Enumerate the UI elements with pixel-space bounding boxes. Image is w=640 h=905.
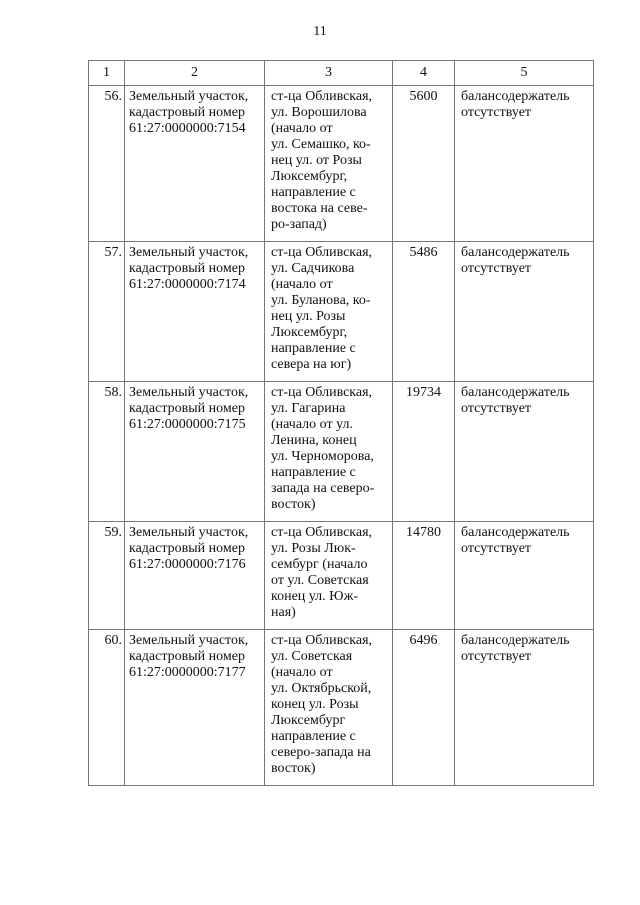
- plot-location-line: северо-запада на: [271, 745, 371, 760]
- balance-holder-line: отсутствует: [461, 261, 532, 276]
- plot-location-cell: [265, 382, 393, 522]
- balance-holder-line: отсутствует: [461, 401, 532, 416]
- header-cell-5: 5: [455, 61, 594, 86]
- plot-description-line: Земельный участок,: [129, 89, 249, 104]
- balance-holder-cell: [455, 382, 594, 522]
- plot-location-cell: [265, 242, 393, 382]
- plot-description-line: 61:27:0000000:7174: [129, 277, 246, 292]
- plot-location-line: от ул. Советская: [271, 573, 369, 588]
- row-number-cell: 59.: [89, 522, 125, 630]
- plot-location-line: ул. Советская: [271, 649, 353, 664]
- plot-location-line: Люксембург: [271, 713, 346, 728]
- plot-location-line: конец ул. Розы: [271, 697, 359, 712]
- balance-holder-line: балансодержатель: [461, 89, 570, 104]
- plot-location-line: Люксембург,: [271, 169, 348, 184]
- plot-location-line: направление с: [271, 341, 356, 356]
- row-number-cell: 57.: [89, 242, 125, 382]
- table-row: [89, 382, 594, 522]
- plot-location-line: ул. Октябрьской,: [271, 681, 372, 696]
- plot-location-line: (начало от ул.: [271, 417, 353, 432]
- table-row: [89, 630, 594, 786]
- plot-location-line: восток): [271, 761, 316, 776]
- plot-area-cell: 14780: [393, 522, 455, 630]
- balance-holder-line: балансодержатель: [461, 245, 570, 260]
- plot-location-line: сембург (начало: [271, 557, 368, 572]
- plot-location-line: ст-ца Обливская,: [271, 385, 373, 400]
- plot-description-line: Земельный участок,: [129, 525, 249, 540]
- plot-location-line: ул. Семашко, ко-: [271, 137, 371, 152]
- row-number-cell: 56.: [89, 86, 125, 242]
- plot-description-line: кадастровый номер: [129, 649, 245, 664]
- plot-description-line: 61:27:0000000:7175: [129, 417, 246, 432]
- plot-location-line: запада на северо-: [271, 481, 375, 496]
- plot-location-line: (начало от: [271, 277, 333, 292]
- plot-location-line: ул. Садчикова: [271, 261, 355, 276]
- plot-location-cell: [265, 630, 393, 786]
- plot-location-line: конец ул. Юж-: [271, 589, 359, 604]
- plot-location-line: ул. Ворошилова: [271, 105, 367, 120]
- balance-holder-line: отсутствует: [461, 649, 532, 664]
- plot-description-cell: [125, 86, 265, 242]
- page-number: 11: [313, 24, 327, 39]
- plot-description-line: Земельный участок,: [129, 633, 249, 648]
- plot-location-line: ст-ца Обливская,: [271, 525, 373, 540]
- plot-description-line: кадастровый номер: [129, 541, 245, 556]
- table-header-row: [89, 61, 594, 86]
- plot-location-line: нец ул. Розы: [271, 309, 346, 324]
- header-cell-4: 4: [393, 61, 455, 86]
- plot-area-cell: 6496: [393, 630, 455, 786]
- plot-location-line: ул. Розы Люк-: [271, 541, 356, 556]
- row-number-cell: 60.: [89, 630, 125, 786]
- balance-holder-line: отсутствует: [461, 541, 532, 556]
- plot-description-line: 61:27:0000000:7154: [129, 121, 246, 136]
- header-cell-3: 3: [265, 61, 393, 86]
- balance-holder-line: балансодержатель: [461, 633, 570, 648]
- plot-description-cell: [125, 382, 265, 522]
- plot-location-line: Ленина, конец: [271, 433, 357, 448]
- plot-area-cell: 5600: [393, 86, 455, 242]
- plot-description-line: кадастровый номер: [129, 261, 245, 276]
- plot-area-cell: 5486: [393, 242, 455, 382]
- plot-location-line: (начало от: [271, 665, 333, 680]
- plot-location-line: ул. Черноморова,: [271, 449, 374, 464]
- plot-location-line: нец ул. от Розы: [271, 153, 362, 168]
- table-row: [89, 522, 594, 630]
- plot-location-line: ул. Гагарина: [271, 401, 346, 416]
- balance-holder-line: отсутствует: [461, 105, 532, 120]
- plot-description-line: 61:27:0000000:7176: [129, 557, 246, 572]
- balance-holder-cell: [455, 242, 594, 382]
- plot-location-line: Люксембург,: [271, 325, 348, 340]
- row-number-cell: 58.: [89, 382, 125, 522]
- header-cell-2: 2: [125, 61, 265, 86]
- plot-description-line: кадастровый номер: [129, 401, 245, 416]
- plot-location-line: ро-запад): [271, 217, 327, 232]
- plot-location-line: (начало от: [271, 121, 333, 136]
- plot-location-line: севера на юг): [271, 357, 352, 372]
- plot-description-line: Земельный участок,: [129, 245, 249, 260]
- plot-location-line: ст-ца Обливская,: [271, 89, 373, 104]
- balance-holder-line: балансодержатель: [461, 385, 570, 400]
- header-cell-1: 1: [89, 61, 125, 86]
- plot-location-cell: [265, 86, 393, 242]
- plot-location-line: ст-ца Обливская,: [271, 633, 373, 648]
- balance-holder-cell: [455, 630, 594, 786]
- plot-location-line: восток): [271, 497, 316, 512]
- balance-holder-cell: [455, 522, 594, 630]
- plot-location-line: ул. Буланова, ко-: [271, 293, 371, 308]
- balance-holder-line: балансодержатель: [461, 525, 570, 540]
- table-row: [89, 86, 594, 242]
- plot-location-line: направление с: [271, 729, 356, 744]
- plot-location-cell: [265, 522, 393, 630]
- plot-location-line: направление с: [271, 465, 356, 480]
- balance-holder-cell: [455, 86, 594, 242]
- plot-description-cell: [125, 522, 265, 630]
- plot-description-cell: [125, 242, 265, 382]
- plot-location-line: направление с: [271, 185, 356, 200]
- plot-description-cell: [125, 630, 265, 786]
- plot-description-line: кадастровый номер: [129, 105, 245, 120]
- plot-location-line: ст-ца Обливская,: [271, 245, 373, 260]
- plot-location-line: востока на севе-: [271, 201, 368, 216]
- land-plots-table: [88, 60, 594, 786]
- plot-description-line: 61:27:0000000:7177: [129, 665, 246, 680]
- plot-area-cell: 19734: [393, 382, 455, 522]
- table-row: [89, 242, 594, 382]
- plot-location-line: ная): [271, 605, 296, 620]
- plot-description-line: Земельный участок,: [129, 385, 249, 400]
